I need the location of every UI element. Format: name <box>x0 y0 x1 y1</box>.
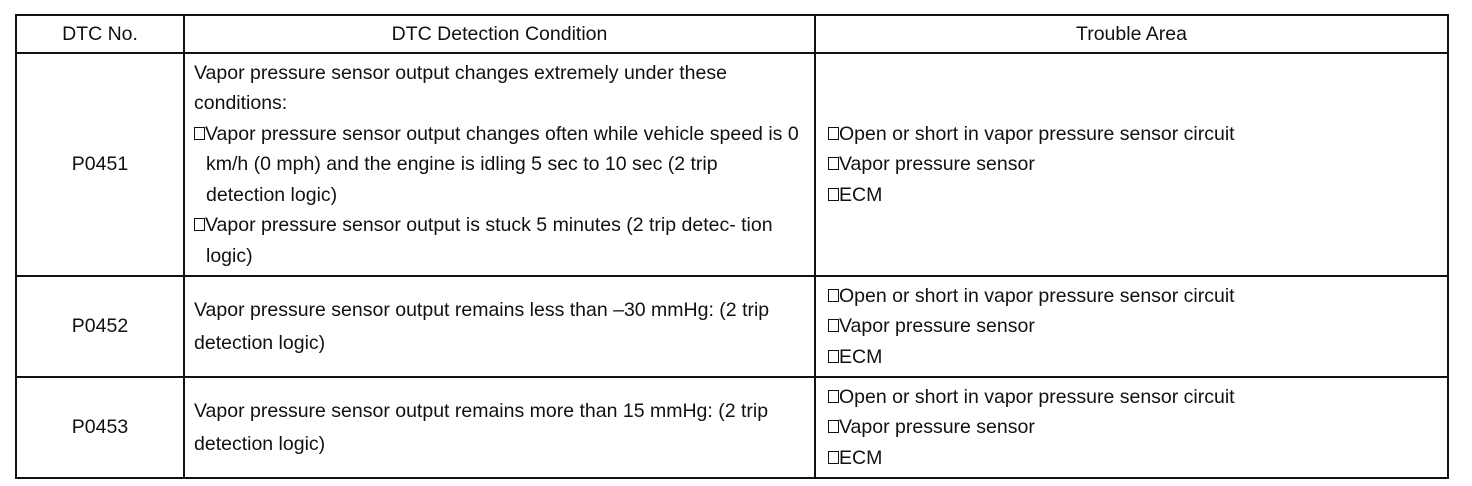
header-dtc-no: DTC No. <box>16 15 184 53</box>
bullet-box-icon <box>828 390 839 403</box>
trouble-area-item <box>828 412 1437 443</box>
trouble-area-text: Open or short in vapor pressure sensor circuit <box>839 284 1235 307</box>
trouble-area-text: Open or short in vapor pressure sensor circuit <box>839 385 1235 408</box>
trouble-area-text: Vapor pressure sensor <box>839 315 1035 338</box>
trouble-area-item <box>828 382 1437 413</box>
condition-bullet-text: Vapor pressure sensor output changes often while vehicle speed is 0 km/h (0 mph) and the engine is idling 5 sec to 10 sec (2 trip detection logic) <box>205 122 799 206</box>
bullet-box-icon <box>828 188 839 201</box>
trouble-area-text: Vapor pressure sensor <box>839 153 1035 176</box>
bullet-box-icon <box>828 289 839 302</box>
header-trouble-area: Trouble Area <box>815 15 1448 53</box>
detection-condition: Vapor pressure sensor output remains less than –30 mmHg: (2 trip detection logic) <box>184 276 815 377</box>
trouble-area <box>815 276 1448 377</box>
bullet-box-icon <box>828 157 839 170</box>
dtc-table <box>15 14 1449 479</box>
trouble-area-item <box>828 281 1437 312</box>
trouble-area-text: ECM <box>839 183 883 206</box>
condition-bullet-text: Vapor pressure sensor output is stuck 5 minutes (2 trip detec- tion logic) <box>205 214 773 267</box>
trouble-area-item <box>828 342 1437 373</box>
condition-bullet <box>194 210 800 271</box>
bullet-box-icon <box>828 350 839 363</box>
header-row <box>16 15 1448 53</box>
bullet-box-icon <box>194 127 205 140</box>
table-row-p0453 <box>16 377 1448 478</box>
condition-bullet <box>194 119 800 211</box>
trouble-area-text: Vapor pressure sensor <box>839 416 1035 439</box>
dtc-code: P0451 <box>16 53 184 276</box>
trouble-area <box>815 377 1448 478</box>
dtc-code: P0453 <box>16 377 184 478</box>
trouble-area-item <box>828 311 1437 342</box>
dtc-code: P0452 <box>16 276 184 377</box>
trouble-area-item <box>828 180 1437 211</box>
table-row-p0452 <box>16 276 1448 377</box>
trouble-area-item <box>828 443 1437 474</box>
detection-condition <box>184 53 815 276</box>
trouble-area-item <box>828 149 1437 180</box>
table-row-p0451 <box>16 53 1448 276</box>
detection-condition: Vapor pressure sensor output remains more than 15 mmHg: (2 trip detection logic) <box>184 377 815 478</box>
trouble-area-text: Open or short in vapor pressure sensor circuit <box>839 122 1235 145</box>
trouble-area-text: ECM <box>839 446 883 469</box>
header-detection-condition: DTC Detection Condition <box>184 15 815 53</box>
bullet-box-icon <box>828 319 839 332</box>
bullet-box-icon <box>194 218 205 231</box>
bullet-box-icon <box>828 420 839 433</box>
trouble-area <box>815 53 1448 276</box>
bullet-box-icon <box>828 127 839 140</box>
bullet-box-icon <box>828 451 839 464</box>
condition-intro: Vapor pressure sensor output changes extremely under these conditions: <box>194 61 727 115</box>
trouble-area-text: ECM <box>839 345 883 368</box>
trouble-area-item <box>828 119 1437 150</box>
